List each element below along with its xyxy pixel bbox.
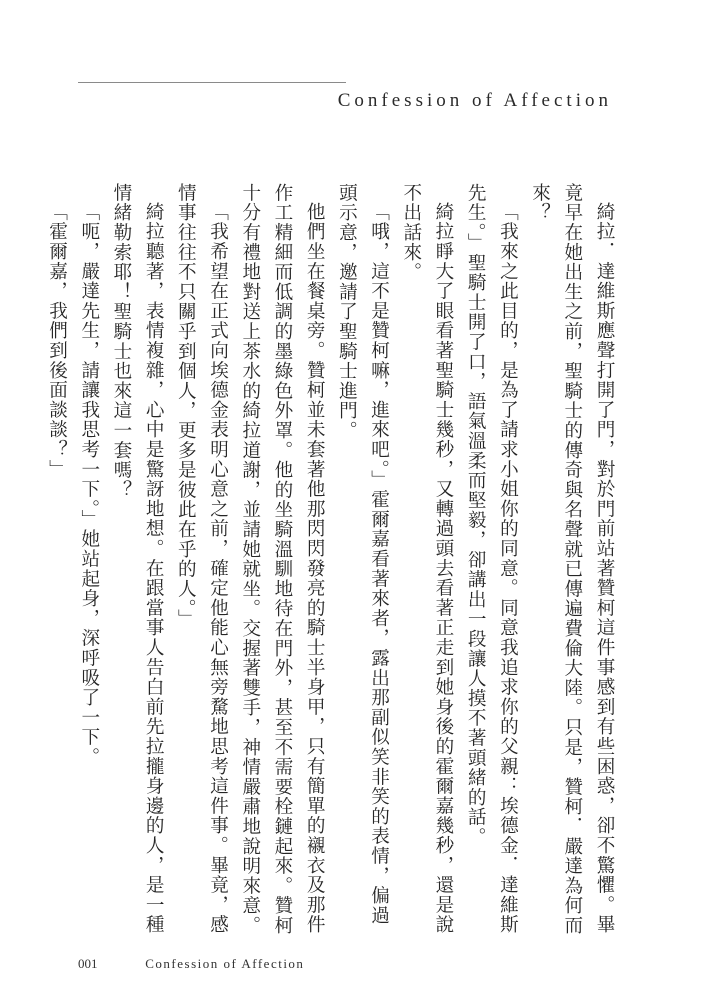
- body-text: [46, 183, 620, 943]
- paragraph: 「哦，這不是贊柯嘛，進來吧。」霍爾嘉看著來者，露出那副似笑非笑的表情，偏過頭示意，邀請了聖騎士進門。: [336, 183, 390, 925]
- paragraph: 綺拉．達維斯應聲打開了門，對於門前站著贊柯這件事感到有些困惑，卻不驚懼。畢竟早在她出生之前，聖騎士的傳奇與名聲就已傳遍費倫大陸。只是，贊柯．嚴達為何而來？: [529, 183, 615, 936]
- page-footer: [78, 956, 304, 972]
- paragraph: 「我來之此目的，是為了請求小姐你的同意。同意我追求你的父親：埃德金．達維斯先生。」聖騎士開了口，語氣溫柔而堅毅，卻講出一段讓人摸不著頭緒的話。: [465, 183, 519, 935]
- header-rule: [78, 82, 346, 83]
- paragraph: 他們坐在餐桌旁。贊柯並未套著他那閃閃發亮的騎士半身甲，只有簡單的襯衣及那件作工精細而低調的墨綠色外罩。他的坐騎溫馴地待在門外，甚至不需要栓鏈起來。贊柯十分有禮地對送上茶水的綺拉道謝，並請她就坐。交握著雙手，神情嚴肅地說明來意。: [239, 183, 326, 936]
- header-title: Confession of Affection: [337, 90, 612, 111]
- paragraph: 「我希望在正式向埃德金表明心意之前，確定他能心無旁騖地思考這件事。畢竟，感情事往往不只關乎到個人，更多是彼此在乎的人。」: [175, 183, 229, 935]
- running-title: Confession of Affection: [145, 956, 305, 971]
- paragraph: 綺拉聽著，表情複雜，心中是驚訝地想。在跟當事人告白前先拉攏身邊的人，是一種情緒勒索耶！聖騎士也來這一套嗎？: [110, 183, 165, 935]
- paragraph: 綺拉睜大了眼看著聖騎士幾秒，又轉過頭去看著正走到她身後的霍爾嘉幾秒，還是說不出話來。: [400, 183, 454, 935]
- paragraph: 「霍爾嘉，我們到後面談談？」: [46, 201, 68, 479]
- page-number: 001: [78, 956, 98, 971]
- paragraph: 「呃，嚴達先生，請讓我思考一下。」她站起身，深呼吸了一下。: [78, 201, 100, 767]
